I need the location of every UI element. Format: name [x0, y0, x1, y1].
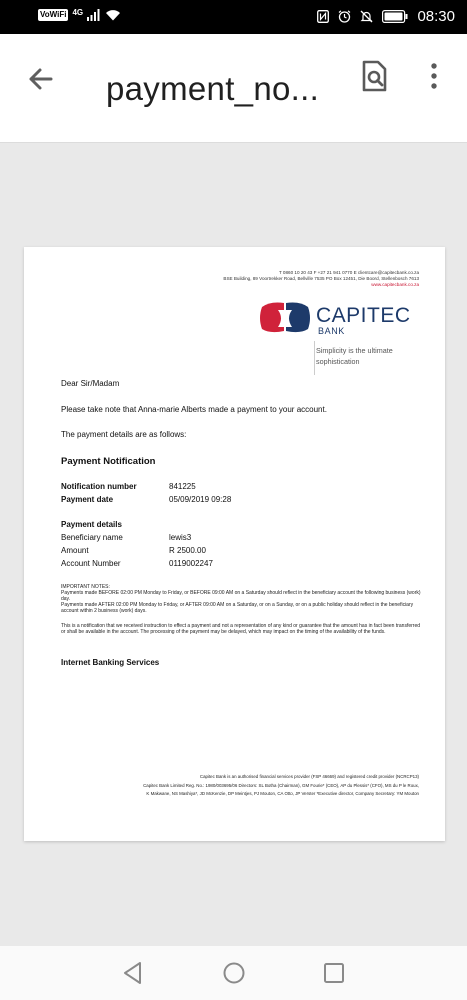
alarm-icon — [338, 10, 351, 23]
account-value: 0119002247 — [169, 559, 213, 568]
logo-bank-text: BANK — [318, 326, 345, 336]
note-2: Payments made AFTER 02:00 PM Monday to Friday, or AFTER 09:00 AM on a Saturday, or on a Sunday, or on a public holiday should reflect in the beneficiary account within 2 business (work) days. — [61, 602, 414, 614]
nav-back-icon[interactable] — [120, 960, 146, 986]
page-footer — [143, 773, 419, 799]
status-left — [38, 9, 121, 21]
navigation-bar — [0, 946, 467, 1000]
logo-wordmark: CAPITEC — [316, 304, 411, 327]
vowifi-badge: VoWiFi — [40, 10, 67, 19]
contact-website: www.capitecbank.co.za — [371, 282, 419, 287]
beneficiary-label: Beneficiary name — [61, 533, 123, 542]
nav-home-icon[interactable] — [221, 960, 247, 986]
payment-date-label: Payment date — [61, 495, 114, 504]
notification-number-label: Notification number — [61, 482, 137, 491]
status-bar — [0, 0, 467, 34]
nfc-icon — [317, 10, 329, 23]
important-notes — [61, 584, 421, 614]
footer-line-2: Capitec Bank Limited Reg. No.: 1980/003695/06 Directors: SL Botha (Chairman), GM Fourie* (CEO), AP du Plessis* (CFO), MS du P le Roux, — [143, 782, 419, 788]
contact-phone-line: T 0860 10 20 43 F +27 21 941 0770 E clientcare@capitecbank.co.za — [278, 270, 419, 275]
beneficiary-value: lewis3 — [169, 533, 192, 542]
payment-details-heading: Payment details — [61, 520, 122, 529]
document-page[interactable] — [24, 247, 445, 841]
footer-line-1: Capitec Bank is an authorised financial services provider (FSP 46669) and registered credit provider (NCRCP13) — [199, 774, 419, 779]
clock: 08:30 — [417, 8, 455, 25]
nav-recents-icon[interactable] — [321, 960, 347, 986]
important-notes-title: IMPORTANT NOTES: — [61, 584, 110, 590]
mute-icon — [360, 10, 373, 23]
network-type: 4G — [72, 8, 84, 17]
capitec-logo-mark — [258, 301, 312, 335]
intro-text: Please take note that Anna-marie Alberts made a payment to your account. — [61, 405, 327, 414]
account-label: Account Number — [61, 559, 121, 568]
wifi-icon — [105, 9, 121, 21]
back-arrow-icon[interactable] — [24, 62, 58, 96]
payment-date-value: 05/09/2019 09:28 — [169, 495, 232, 504]
notification-heading: Payment Notification — [61, 456, 156, 467]
amount-value: R 2500.00 — [169, 546, 206, 555]
more-options-icon[interactable] — [426, 62, 442, 92]
footer-line-3: K Makwane, NS Mashiya*, JD McKenzie, DP Meintjes, PJ Mouton, CA Otto, JP Verster *Executive director, Company Secretary: YM Mouton — [146, 791, 419, 796]
contact-address-line: BSE Building, 89 Voortrekker Road, Bellville 7535 PO Box 12451, Die Boord, Stellenbosch 7613 — [223, 276, 419, 281]
app-bar — [0, 34, 467, 143]
signal-icon — [87, 9, 101, 21]
salutation: Dear Sir/Madam — [61, 379, 120, 388]
service-name: Internet Banking Services — [61, 658, 160, 667]
capitec-logo — [258, 301, 423, 341]
status-right — [317, 8, 455, 25]
notification-number-value: 841225 — [169, 482, 196, 491]
disclaimer: This is a notification that we received instruction to effect a payment and not a representation of any kind or guarantee that the amount has in fact been transferred or shall be available in the account. The processing of the payment may be delayed, which may impact on the timing of the availability of the funds. — [61, 623, 421, 635]
tagline — [316, 345, 393, 367]
tagline-line-1: Simplicity is the ultimate — [316, 346, 393, 355]
amount-label: Amount — [61, 546, 89, 555]
find-in-page-icon[interactable] — [358, 60, 390, 92]
details-intro: The payment details are as follows: — [61, 430, 187, 439]
tagline-line-2: sophistication — [316, 357, 360, 366]
contact-block — [223, 270, 419, 288]
note-1: Payments made BEFORE 02:00 PM Monday to Friday, or BEFORE 09:00 AM on a Saturday should reflect in the beneficiary account the following business (work) day. — [61, 590, 421, 602]
battery-icon — [382, 10, 408, 23]
document-title: payment_no... — [106, 70, 320, 107]
